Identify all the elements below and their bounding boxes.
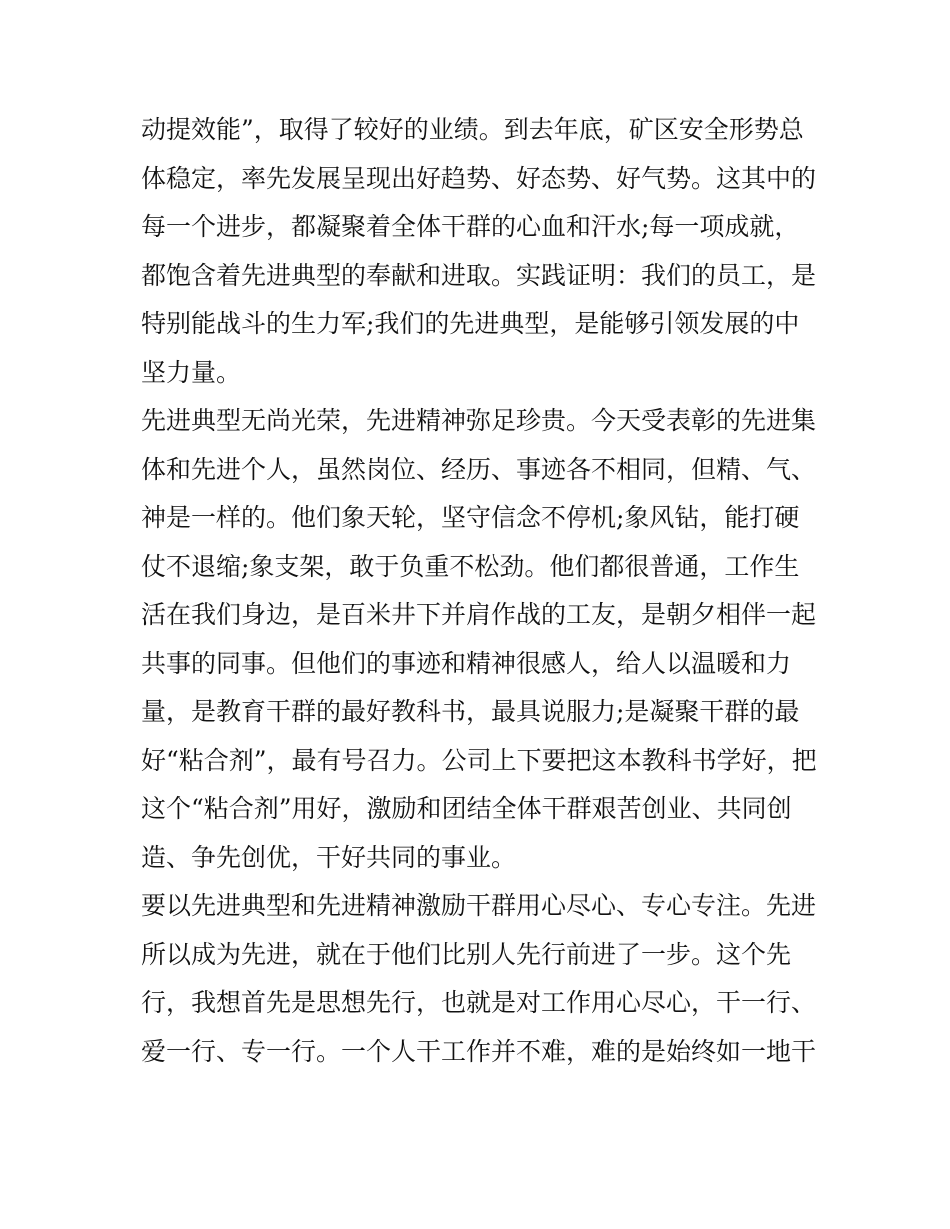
text-line: 量，是教育干群的最好教科书，最具说服力;是凝聚干群的最 bbox=[141, 697, 800, 726]
text-line: 要以先进典型和先进精神激励干群用心尽心、专心专注。先进 bbox=[141, 891, 817, 920]
text-line: 造、争先创优，干好共同的事业。 bbox=[141, 842, 517, 872]
text-line: 体和先进个人，虽然岗位、经历、事迹各不相同，但精、气、 bbox=[141, 454, 817, 484]
text-line: 特别能战斗的生力军;我们的先进典型，是能够引领发展的中 bbox=[141, 309, 800, 338]
text-line: 每一个进步，都凝聚着全体干群的心血和汗水;每一项成就， bbox=[141, 212, 800, 241]
text-line: 这个“粘合剂”用好，激励和团结全体干群艰苦创业、共同创 bbox=[141, 794, 792, 823]
text-line: 神是一样的。他们象天轮，坚守信念不停机;象风钻，能打硬 bbox=[141, 503, 800, 532]
text-line: 好“粘合剂”，最有号召力。公司上下要把这本教科书学好，把 bbox=[141, 745, 817, 775]
text-line: 所以成为先进，就在于他们比别人先行前进了一步。这个先 bbox=[141, 939, 792, 969]
text-line: 体稳定，率先发展呈现出好趋势、好态势、好气势。这其中的 bbox=[141, 163, 817, 193]
text-line: 都饱含着先进典型的奉献和进取。实践证明：我们的员工，是 bbox=[141, 260, 817, 290]
body-text bbox=[141, 106, 821, 1076]
text-line: 共事的同事。但他们的事迹和精神很感人，给人以温暖和力 bbox=[141, 648, 792, 678]
text-line: 动提效能”，取得了较好的业绩。到去年底，矿区安全形势总 bbox=[141, 115, 804, 144]
text-line: 行，我想首先是思想先行，也就是对工作用心尽心，干一行、 bbox=[141, 988, 817, 1017]
text-line: 活在我们身边，是百米井下并肩作战的工友，是朝夕相伴一起 bbox=[141, 600, 817, 629]
text-line: 仗不退缩;象支架，敢于负重不松劲。他们都很普通，工作生 bbox=[141, 551, 800, 581]
text-line: 坚力量。 bbox=[141, 357, 242, 387]
text-line: 爱一行、专一行。一个人干工作并不难，难的是始终如一地干 bbox=[141, 1036, 817, 1066]
text-line: 先进典型无尚光荣，先进精神弥足珍贵。今天受表彰的先进集 bbox=[141, 406, 817, 435]
